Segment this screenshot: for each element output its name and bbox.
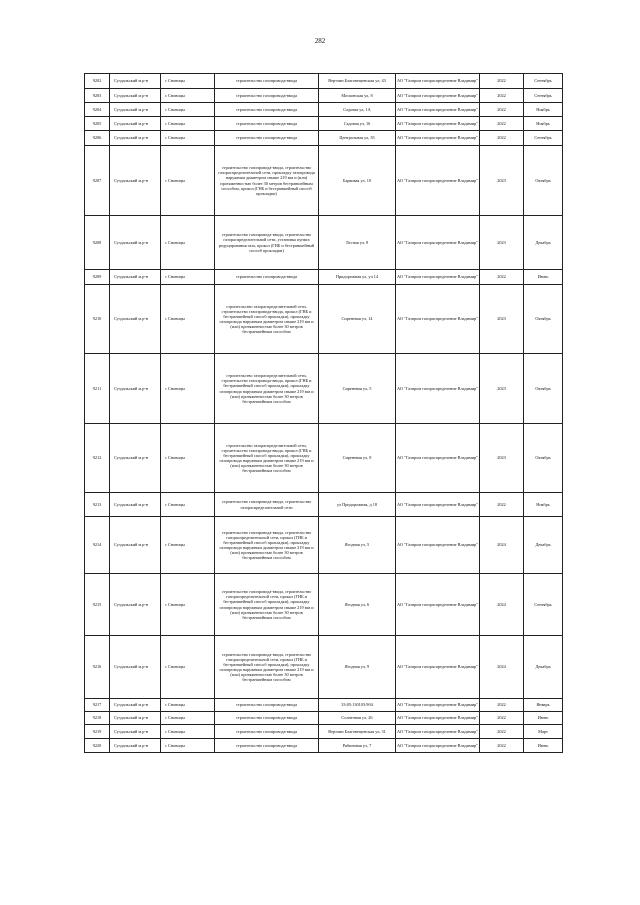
- cell-work-type: строительство газопровода-ввода: [215, 699, 319, 712]
- cell-locality: с Сновицы: [161, 699, 215, 712]
- gasification-table: [84, 73, 563, 753]
- cell-number: 9215: [85, 574, 110, 636]
- cell-work-type: строительство газопровода-ввода, строительство газораспределительной сети, установка пункта редуцирования газа, прокол (ГНБ и бестраншейный способ прокладки): [215, 216, 319, 270]
- table-row: [85, 285, 563, 354]
- cell-organization: АО "Газпром газораспределение Владимир": [396, 712, 480, 725]
- cell-work-type: строительство газопровода-ввода: [215, 74, 319, 89]
- cell-locality: с Сновицы: [161, 216, 215, 270]
- table-row: [85, 117, 563, 131]
- cell-year: 2022: [480, 89, 524, 103]
- cell-locality: с Сновицы: [161, 103, 215, 117]
- cell-district: Суздальский м.р-н: [110, 712, 161, 725]
- cell-month: Октябрь: [524, 146, 563, 216]
- cell-work-type: строительство газораспределительной сети, строительство газопровода-ввода, прокол (ГНБ и бестраншейный способ прокладки), прокладку газопровода наружным диаметром свыше 219 мм и (или) протяженностью более 30 метров бестраншейным способом: [215, 354, 319, 424]
- cell-locality: с Сновицы: [161, 146, 215, 216]
- cell-year: 2022: [480, 699, 524, 712]
- cell-year: 2022: [480, 117, 524, 131]
- cell-organization: АО "Газпром газораспределение Владимир": [396, 89, 480, 103]
- cell-month: Октябрь: [524, 354, 563, 424]
- cell-organization: АО "Газпром газораспределение Владимир": [396, 103, 480, 117]
- cell-district: Суздальский м.р-н: [110, 74, 161, 89]
- cell-month: Июнь: [524, 712, 563, 725]
- cell-month: Сентябрь: [524, 89, 563, 103]
- cell-locality: с Сновицы: [161, 725, 215, 739]
- cell-number: 9205: [85, 117, 110, 131]
- cell-district: Суздальский м.р-н: [110, 739, 161, 753]
- cell-locality: с Сновицы: [161, 74, 215, 89]
- cell-year: 2024: [480, 517, 524, 574]
- cell-year: 2023: [480, 146, 524, 216]
- cell-district: Суздальский м.р-н: [110, 354, 161, 424]
- cell-work-type: строительство газораспределительной сети, строительство газопровода-ввода, прокол (ГНБ и бестраншейный способ прокладки), прокладку газопровода наружным диаметром свыше 219 мм и (или) протяженностью более 30 метров бестраншейным способом: [215, 424, 319, 493]
- cell-district: Суздальский м.р-н: [110, 270, 161, 285]
- cell-organization: АО "Газпром газораспределение Владимир": [396, 493, 480, 517]
- cell-district: Суздальский м.р-н: [110, 117, 161, 131]
- table-row: [85, 424, 563, 493]
- cell-month: Июнь: [524, 270, 563, 285]
- cell-organization: АО "Газпром газораспределение Владимир": [396, 216, 480, 270]
- cell-work-type: строительство газопровода-ввода: [215, 117, 319, 131]
- cell-month: Ноябрь: [524, 103, 563, 117]
- cell-year: 2022: [480, 725, 524, 739]
- cell-district: Суздальский м.р-н: [110, 285, 161, 354]
- cell-year: 2023: [480, 285, 524, 354]
- cell-district: Суздальский м.р-н: [110, 89, 161, 103]
- cell-work-type: строительство газопровода-ввода: [215, 131, 319, 146]
- cell-month: Январь: [524, 699, 563, 712]
- cell-number: 9202: [85, 74, 110, 89]
- cell-number: 9214: [85, 517, 110, 574]
- table-row: [85, 89, 563, 103]
- cell-month: Октябрь: [524, 424, 563, 493]
- cell-number: 9209: [85, 270, 110, 285]
- cell-month: Март: [524, 725, 563, 739]
- table-row: [85, 146, 563, 216]
- cell-month: Ноябрь: [524, 117, 563, 131]
- cell-organization: АО "Газпром газораспределение Владимир": [396, 131, 480, 146]
- cell-work-type: строительство газопровода-ввода: [215, 89, 319, 103]
- cell-address: Солнечная ул, 26: [319, 712, 396, 725]
- cell-work-type: строительство газораспределительной сети, строительство газопровода-ввода, прокол (ГНБ и бестраншейный способ прокладки), прокладку газопровода наружным диаметром свыше 219 мм и (или) протяженностью более 30 метров бестраншейным способом: [215, 285, 319, 354]
- cell-number: 9211: [85, 354, 110, 424]
- cell-organization: АО "Газпром газораспределение Владимир": [396, 517, 480, 574]
- cell-locality: с Сновицы: [161, 493, 215, 517]
- cell-year: 2022: [480, 270, 524, 285]
- cell-number: 9219: [85, 725, 110, 739]
- cell-number: 9212: [85, 424, 110, 493]
- cell-district: Суздальский м.р-н: [110, 131, 161, 146]
- table-row: [85, 725, 563, 739]
- cell-year: 2022: [480, 493, 524, 517]
- cell-number: 9208: [85, 216, 110, 270]
- cell-number: 9216: [85, 636, 110, 699]
- table-row: [85, 517, 563, 574]
- cell-number: 9218: [85, 712, 110, 725]
- cell-address: Ягодная ул, 9: [319, 636, 396, 699]
- table-row: [85, 636, 563, 699]
- cell-district: Суздальский м.р-н: [110, 493, 161, 517]
- cell-number: 9217: [85, 699, 110, 712]
- cell-district: Суздальский м.р-н: [110, 725, 161, 739]
- cell-month: Сентябрь: [524, 574, 563, 636]
- cell-number: 9213: [85, 493, 110, 517]
- cell-address: Сиреневая ул, 8: [319, 424, 396, 493]
- cell-number: 9210: [85, 285, 110, 354]
- table-row: [85, 270, 563, 285]
- cell-locality: с Сновицы: [161, 285, 215, 354]
- cell-month: Сентябрь: [524, 131, 563, 146]
- cell-organization: АО "Газпром газораспределение Владимир": [396, 574, 480, 636]
- page-number: 282: [314, 37, 326, 45]
- cell-address: Садовая ул, 1А: [319, 103, 396, 117]
- table-row: [85, 74, 563, 89]
- cell-organization: АО "Газпром газораспределение Владимир": [396, 117, 480, 131]
- cell-year: 2022: [480, 74, 524, 89]
- cell-number: 9203: [85, 89, 110, 103]
- cell-number: 9207: [85, 146, 110, 216]
- cell-district: Суздальский м.р-н: [110, 636, 161, 699]
- cell-locality: с Сновицы: [161, 517, 215, 574]
- cell-work-type: строительство газопровода-ввода, строительство газораспределительной сети, прокол (ГНБ и бестраншейный способ прокладки), прокладку газопровода наружным диаметром свыше 219 мм и (или) протяженностью более 30 метров бестраншейным способом: [215, 574, 319, 636]
- cell-locality: с Сновицы: [161, 270, 215, 285]
- table-row: [85, 103, 563, 117]
- cell-address: Лесная ул, 8: [319, 216, 396, 270]
- cell-locality: с Сновицы: [161, 89, 215, 103]
- cell-locality: с Сновицы: [161, 131, 215, 146]
- cell-organization: АО "Газпром газораспределение Владимир": [396, 725, 480, 739]
- cell-work-type: строительство газопровода-ввода: [215, 270, 319, 285]
- cell-district: Суздальский м.р-н: [110, 424, 161, 493]
- cell-number: 9206: [85, 131, 110, 146]
- cell-work-type: строительство газопровода-ввода, строительство газораспределительной сети, прокол (ГНБ и бестраншейный способ прокладки), прокладку газопровода наружным диаметром свыше 219 мм и (или) протяженностью более 30 метров бестраншейным способом: [215, 636, 319, 699]
- cell-address: Ягодная ул, 6: [319, 574, 396, 636]
- cell-address: Московская ул, 8: [319, 89, 396, 103]
- cell-locality: с Сновицы: [161, 424, 215, 493]
- cell-year: 2023: [480, 424, 524, 493]
- cell-district: Суздальский м.р-н: [110, 146, 161, 216]
- cell-month: Декабрь: [524, 216, 563, 270]
- cell-work-type: строительство газопровода-ввода: [215, 739, 319, 753]
- table-row: [85, 131, 563, 146]
- cell-organization: АО "Газпром газораспределение Владимир": [396, 146, 480, 216]
- cell-month: Октябрь: [524, 285, 563, 354]
- cell-organization: АО "Газпром газораспределение Владимир": [396, 424, 480, 493]
- cell-organization: АО "Газпром газораспределение Владимир": [396, 636, 480, 699]
- cell-address: Барковая ул, 10: [319, 146, 396, 216]
- cell-organization: АО "Газпром газораспределение Владимир": [396, 270, 480, 285]
- cell-locality: с Сновицы: [161, 712, 215, 725]
- cell-organization: АО "Газпром газораспределение Владимир": [396, 739, 480, 753]
- table-row: [85, 699, 563, 712]
- cell-locality: с Сновицы: [161, 636, 215, 699]
- cell-locality: с Сновицы: [161, 739, 215, 753]
- cell-work-type: строительство газопровода-ввода: [215, 712, 319, 725]
- cell-address: Садовая ул, 16: [319, 117, 396, 131]
- cell-organization: АО "Газпром газораспределение Владимир": [396, 699, 480, 712]
- table-row: [85, 574, 563, 636]
- cell-address: Сиреневая ул, 5: [319, 354, 396, 424]
- cell-district: Суздальский м.р-н: [110, 574, 161, 636]
- cell-year: 2022: [480, 131, 524, 146]
- cell-address: Сиреневая ул, 14: [319, 285, 396, 354]
- table-row: [85, 493, 563, 517]
- cell-address: Вертлин Благовещенская ул, 43: [319, 74, 396, 89]
- cell-year: 2022: [480, 712, 524, 725]
- cell-work-type: строительство газопровода-ввода, строительство газораспределительной сети, прокладку газопровода наружным диаметром свыше 219 мм и (или) протяженностью более 30 метров бестраншейным способом, прокол (ГНБ и бестраншейный способ прокладки): [215, 146, 319, 216]
- cell-district: Суздальский м.р-н: [110, 216, 161, 270]
- cell-month: Июнь: [524, 739, 563, 753]
- cell-year: 2022: [480, 739, 524, 753]
- cell-year: 2024: [480, 636, 524, 699]
- cell-organization: АО "Газпром газораспределение Владимир": [396, 285, 480, 354]
- cell-organization: АО "Газпром газораспределение Владимир": [396, 74, 480, 89]
- cell-address: Вертлин Благовещенская ул, 31: [319, 725, 396, 739]
- cell-month: Сентябрь: [524, 74, 563, 89]
- cell-address: Центральная ул, 35: [319, 131, 396, 146]
- cell-month: Декабрь: [524, 636, 563, 699]
- cell-locality: с Сновицы: [161, 117, 215, 131]
- cell-year: 2024: [480, 574, 524, 636]
- table-row: [85, 739, 563, 753]
- cell-work-type: строительство газопровода-ввода: [215, 725, 319, 739]
- cell-locality: с Сновицы: [161, 354, 215, 424]
- cell-address: Ягодная ул, 5: [319, 517, 396, 574]
- cell-work-type: строительство газопровода-ввода, строительство газораспределительной сети: [215, 493, 319, 517]
- cell-year: 2023: [480, 216, 524, 270]
- cell-work-type: строительство газопровода-ввода: [215, 103, 319, 117]
- table-row: [85, 712, 563, 725]
- cell-number: 9220: [85, 739, 110, 753]
- cell-district: Суздальский м.р-н: [110, 699, 161, 712]
- cell-district: Суздальский м.р-н: [110, 517, 161, 574]
- cell-month: Декабрь: [524, 517, 563, 574]
- table-row: [85, 354, 563, 424]
- cell-work-type: строительство газопровода-ввода, строительство газораспределительной сети, прокол (ГНБ и бестраншейный способ прокладки), прокладку газопровода наружным диаметром свыше 219 мм и (или) протяженностью более 30 метров бестраншейным способом: [215, 517, 319, 574]
- cell-year: 2022: [480, 103, 524, 117]
- cell-year: 2023: [480, 354, 524, 424]
- cell-number: 9204: [85, 103, 110, 117]
- cell-month: Ноябрь: [524, 493, 563, 517]
- cell-address: Придорожная ул, уч 14: [319, 270, 396, 285]
- cell-locality: с Сновицы: [161, 574, 215, 636]
- cell-address: Рябиновая ул, 7: [319, 739, 396, 753]
- cell-district: Суздальский м.р-н: [110, 103, 161, 117]
- table-row: [85, 216, 563, 270]
- cell-organization: АО "Газпром газораспределение Владимир": [396, 354, 480, 424]
- cell-address: ул Придорожная, д 18: [319, 493, 396, 517]
- cell-address: 33:05:130103:904: [319, 699, 396, 712]
